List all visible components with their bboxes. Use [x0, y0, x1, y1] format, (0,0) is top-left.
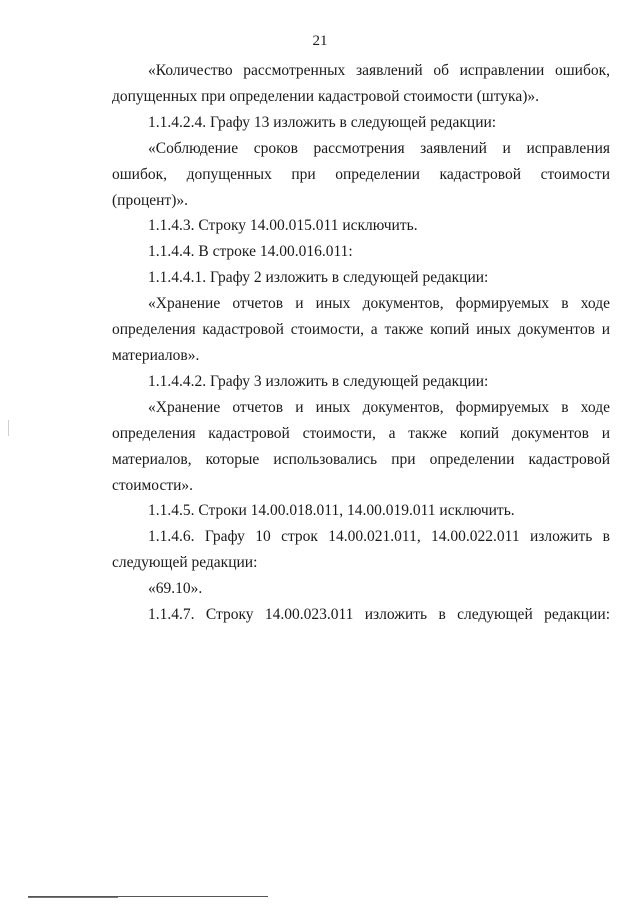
paragraph-1-1-4-3: 1.1.4.3. Строку 14.00.015.011 исключить.: [148, 217, 418, 235]
document-body: [112, 58, 610, 628]
footer-rule-short: [28, 897, 118, 898]
margin-mark: [8, 420, 9, 436]
paragraph-quote-storage-1: «Хранение отчетов и иных документов, формируемых в ходе определения кадастровой стоимости, а также копий иных документов и материалов».: [112, 295, 610, 364]
page-number: 21: [312, 33, 328, 49]
paragraph-quote-value: «69.10».: [148, 580, 203, 598]
paragraph-1-1-4-4: 1.1.4.4. В строке 14.00.016.011:: [148, 243, 353, 261]
paragraph-1-1-4-5: 1.1.4.5. Строки 14.00.018.011, 14.00.019.011 исключить.: [148, 502, 515, 520]
paragraph-quote-storage-2: «Хранение отчетов и иных документов, формируемых в ходе определения кадастровой стоимости, а также копий документов и материалов, которые использовались при определении кадастровой стоимости».: [112, 398, 610, 494]
paragraph-1-1-4-4-2: 1.1.4.4.2. Графу 3 изложить в следующей редакции:: [148, 372, 489, 390]
paragraph-1-1-4-4-1: 1.1.4.4.1. Графу 2 изложить в следующей редакции:: [148, 269, 489, 287]
paragraph-quote-count: «Количество рассмотренных заявлений об исправлении ошибок, допущенных при определении кадастровой стоимости (штука)».: [112, 62, 610, 105]
paragraph-1-1-4-6: 1.1.4.6. Графу 10 строк 14.00.021.011, 14.00.022.011 изложить в следующей редакции:: [112, 528, 610, 572]
paragraph-1-1-4-7: 1.1.4.7. Строку 14.00.023.011 изложить в следующей редакции:: [148, 606, 610, 624]
paragraph-1-1-4-2-4: 1.1.4.2.4. Графу 13 изложить в следующей редакции:: [148, 113, 497, 131]
paragraph-quote-compliance: «Соблюдение сроков рассмотрения заявлений и исправления ошибок, допущенных при определении кадастровой стоимости (процент)».: [112, 139, 610, 209]
